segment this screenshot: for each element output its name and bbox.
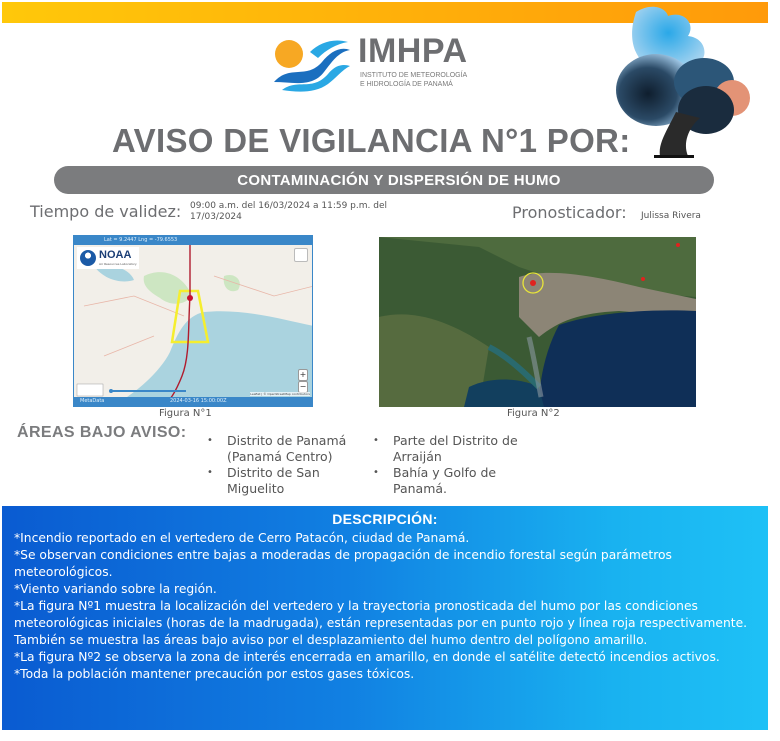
subtitle-text: CONTAMINACIÓN Y DISPERSIÓN DE HUMO <box>237 171 561 189</box>
noaa-emblem-icon <box>80 250 96 266</box>
figure-1-caption: Figura N°1 <box>159 408 212 419</box>
page-title: AVISO DE VIGILANCIA N°1 POR: <box>112 122 631 159</box>
area-item: • Bahía y Golfo de Panamá. <box>373 465 543 497</box>
subtitle-banner <box>54 166 714 194</box>
description-title: DESCRIPCIÓN: <box>332 511 438 527</box>
logo-subtitle-line2: E HIDROLOGÍA DE PANAMÁ <box>360 81 453 88</box>
noaa-badge <box>77 247 139 269</box>
description-line: *Viento variando sobre la región. <box>14 582 217 596</box>
description-panel <box>2 506 768 730</box>
noaa-sublabel: Air Resources Laboratory <box>99 262 137 266</box>
description-line: *Incendio reportado en el vertedero de Cerro Patacón, ciudad de Panamá. <box>14 531 470 545</box>
figure-2-satellite-image <box>379 237 696 407</box>
forecaster-label: Pronosticador: <box>512 203 627 222</box>
description-line: *Se observan condiciones entre bajas a moderadas de propagación de incendio forestal según parámetros meteorológicos. <box>14 548 672 579</box>
areas-title: ÁREAS BAJO AVISO: <box>17 424 187 441</box>
description-line: *La figura Nº2 se observa la zona de interés encerrada en amarillo, en donde el satélite detectó incendios activos. <box>14 650 720 664</box>
validity-label: Tiempo de validez: <box>30 202 182 221</box>
area-item: • Distrito de San Miguelito <box>207 465 367 497</box>
figure-2-caption: Figura N°2 <box>507 408 560 419</box>
validity-value: 09:00 a.m. del 16/03/2024 a 11:59 p.m. del 17/03/2024 <box>190 201 387 222</box>
logo-title: IMHPA <box>358 32 468 70</box>
area-item: • Distrito de Panamá (Panamá Centro) <box>207 433 367 465</box>
map-coordinates-header: Lat = 9.2447 Lng = -79.6553 <box>74 236 312 245</box>
forecaster-name: Julissa Rivera <box>641 211 701 221</box>
description-line: *Toda la población mantener precaución por estos gases tóxicos. <box>14 667 415 681</box>
noaa-label: NOAA <box>99 249 132 261</box>
logo-subtitle <box>360 71 467 89</box>
map-footer <box>74 397 312 406</box>
map-metadata-link[interactable]: MetaData <box>80 398 105 404</box>
imhpa-logo <box>272 34 472 94</box>
map-attribution: Leaflet | © OpenStreetMap contributors <box>250 392 310 396</box>
area-item: • Parte del Distrito de Arraiján <box>373 433 543 465</box>
imhpa-wave-sun-icon <box>272 34 352 92</box>
figure-1-trajectory-map <box>73 235 313 407</box>
satellite-image-graphic <box>379 237 696 407</box>
map-timestamp: 2024-03-16 15:00:00Z <box>170 398 227 404</box>
map-layers-button[interactable] <box>294 248 308 262</box>
areas-list-col1 <box>207 433 367 497</box>
description-line: *La figura Nº1 muestra la localización del vertedero y la trayectoria pronosticada del humo por las condiciones meteorológicas iniciales (horas de la madrugada), están representadas por en punto rojo y línea roja respectivamente. También se muestra las áreas bajo aviso por el desplazamiento del humo dentro del polígono amarillo. <box>14 599 748 647</box>
areas-list-col2 <box>373 433 543 497</box>
map-zoom-out-button[interactable]: − <box>299 382 307 391</box>
map-zoom-in-button[interactable]: + <box>299 370 307 379</box>
logo-subtitle-line1: INSTITUTO DE METEOROLOGÍA <box>360 72 468 79</box>
